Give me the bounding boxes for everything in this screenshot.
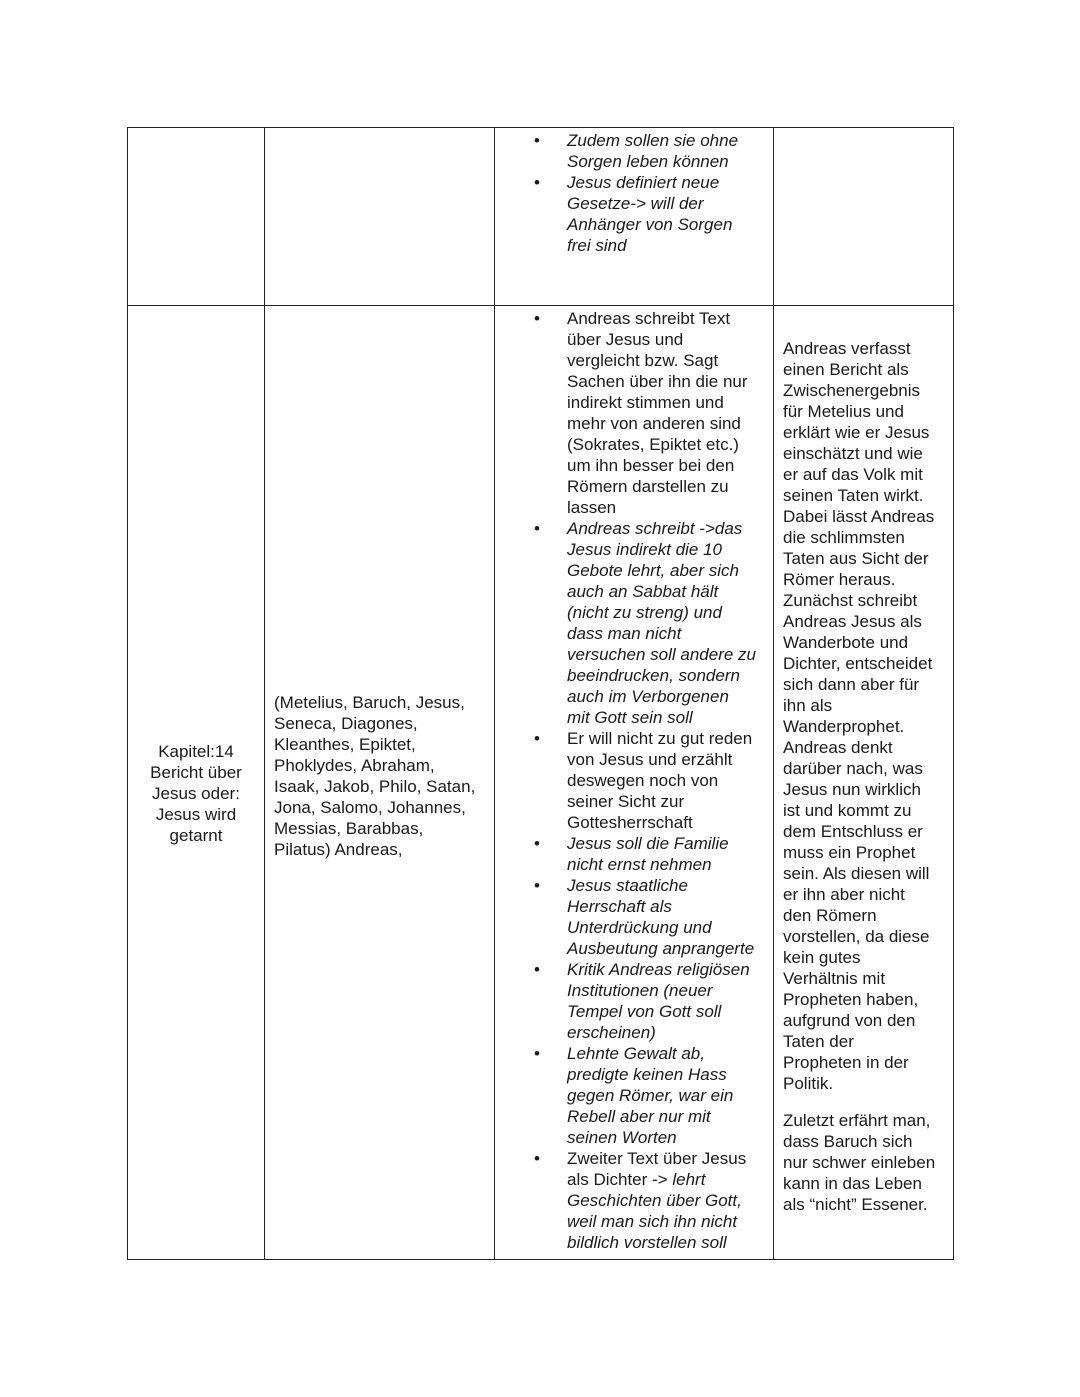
row-divider [127,305,954,306]
list-item: • Er will nicht zu gut reden von Jesus und erzählt deswegen noch von seiner Sicht zur Gottesherrschaft [494,728,756,833]
column-divider [127,127,128,1260]
list-item: • Kritik Andreas religiösen Institutionen (neuer Tempel von Gott soll erscheinen) [494,959,756,1043]
list-item: • Jesus staatliche Herrschaft als Unterdrückung und Ausbeutung anprangerte [494,875,756,959]
row1-content-list [494,130,738,256]
list-item: • Jesus definiert neue Gesetze-> will der Anhänger von Sorgen frei sind [494,172,738,256]
list-item-italic-text: lehrt Geschichten über Gott, weil man sich ihn nicht bildlich vorstellen soll [567,1170,742,1252]
list-item: • Andreas schreibt ->das Jesus indirekt die 10 Gebote lehrt, aber sich auch an Sabbat hält (nicht zu streng) und dass man nicht versuchen soll andere zu beeindrucken, sondern auch im Verborgenen mit Gott sein soll [494,518,756,728]
column-divider [264,127,265,1260]
column-divider [953,127,954,1260]
chapter-conclusion: Zuletzt erfährt man, dass Baruch sich nur schwer einleben kann in das Leben als “nicht” Essener. [783,1111,936,1214]
list-item-normal-text: Zweiter Text über Jesus als Dichter -> [567,1149,747,1189]
chapter-title: Kapitel:14 Bericht über Jesus oder: Jesus wird getarnt [150,742,242,845]
table-border-bottom [127,1259,954,1260]
column-divider [773,127,774,1260]
list-item: • Lehnte Gewalt ab, predigte keinen Hass gegen Römer, war ein Rebell aber nur mit seinen Worten [494,1043,756,1148]
row2-content-list [494,308,756,1253]
chapter-summary: Andreas verfasst einen Bericht als Zwischenergebnis für Metelius und erklärt wie er Jesus einschätzt und wie er auf das Volk mit seinen Taten wirkt. Dabei lässt Andreas die schlimmsten Taten aus Sicht der Römer heraus. Zunächst schreibt Andreas Jesus als Wanderbote und Dichter, entscheidet sich dann aber für ihn als Wanderprophet. Andreas denkt darüber nach, was Jesus nun wirklich ist und kommt zu dem Entschluss er muss ein Prophet sein. Als diesen will er ihn aber nicht den Römern vorstellen, da diese kein gutes Verhältnis mit Propheten haben, aufgrund von den Taten der Propheten in der Politik. [783,339,935,1093]
table-border-top [127,127,954,128]
list-item: • Andreas schreibt Text über Jesus und vergleicht bzw. Sagt Sachen über ihn die nur indirekt stimmen und mehr von anderen sind (Sokrates, Epiktet etc.) um ihn besser bei den Römern darstellen zu lassen [494,308,756,518]
list-item: • Jesus soll die Familie nicht ernst nehmen [494,833,756,875]
characters-list: (Metelius, Baruch, Jesus, Seneca, Diagones, Kleanthes, Epiktet, Phoklydes, Abraham, Isaak, Jakob, Philo, Satan, Jona, Salomo, Johannes, Messias, Barabbas, Pilatus) Andreas, [274,693,476,859]
list-item: • Zudem sollen sie ohne Sorgen leben können [494,130,738,172]
list-item [494,1148,756,1253]
